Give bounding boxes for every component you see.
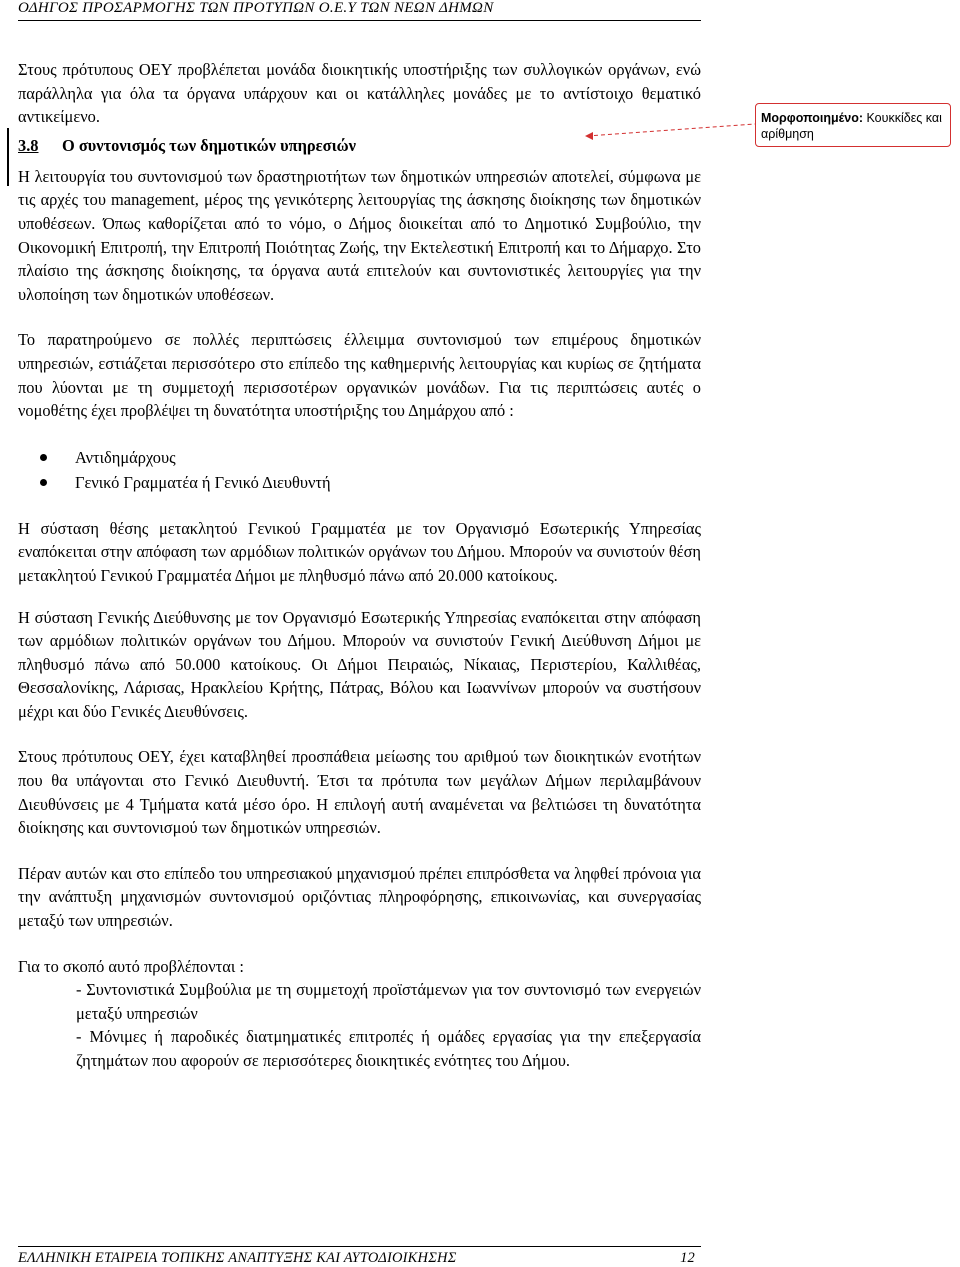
page-footer: [18, 1246, 701, 1267]
paragraph-5: Στους πρότυπους ΟΕΥ, έχει καταβληθεί προσπάθεια μείωσης του αριθμού των διοικητικών ενοτήτων που θα υπάγονται στο Γενικό Διευθυντή. Έτσι τα πρότυπα των μεγάλων Δήμων περιλαμβάνουν Διευθύνσεις με 4 Τμήματα κατά μέσο όρο. Η επιλογή αυτή αναμένεται να βελτιώσει τη δυνατότητα διοίκησης και συντονισμού των δημοτικών υπηρεσιών.: [18, 747, 701, 838]
section-heading: [18, 135, 701, 157]
intro-paragraph: Στους πρότυπους ΟΕΥ προβλέπεται μονάδα διοικητικής υποστήριξης των συλλογικών οργάνων, ενώ παράλληλα για όλα τα όργανα υπάρχουν και οι κατάλληλες μονάδες με το αντίστοιχο θεματικό αντικείμενο.: [18, 60, 701, 127]
paragraph-1: Η λειτουργία του συντονισμού των δραστηριοτήτων των δημοτικών υπηρεσιών αποτελεί, σύμφωνα με τις αρχές του management, μέρος της γενικότερης λειτουργίας της άσκησης διοίκησης των δημοτικών υποθέσεων. Όπως καθορίζεται από το νόμο, ο Δήμος διοικείται από το Δημοτικό Συμβούλιο, την Οικονομική Επιτροπή, την Επιτροπή Ποιότητας Ζωής, την Εκτελεστική Επιτροπή και το Δήμαρχο. Στο πλαίσιο της άσκησης διοίκησης, τα όργανα αυτά επιτελούν και συντονιστικές λειτουργίες για την υλοποίηση των δημοτικών υποθέσεων.: [18, 166, 701, 304]
footer-org: ΕΛΛΗΝΙΚΗ ΕΤΑΙΡΕΙΑ ΤΟΠΙΚΗΣ ΑΝΑΠΤΥΞΗΣ ΚΑΙ ΑΥΤΟΔΙΟΙΚΗΣΗΣ: [18, 1250, 457, 1266]
paragraph-7: Για το σκοπό αυτό προβλέπονται :: [18, 956, 244, 976]
paragraph-6: Πέραν αυτών και στο επίπεδο του υπηρεσιακού μηχανισμού πρέπει επιπρόσθετα να ληφθεί πρόνοια για την ανάπτυξη μηχανισμών συντονισμού οριζόντιας πληροφόρησης, επικοινωνίας, και συνεργασίας μεταξύ των υπηρεσιών.: [18, 863, 701, 931]
header-title: ΟΔΗΓΟΣ ΠΡΟΣΑΡΜΟΓΗΣ ΤΩΝ ΠΡΟΤΥΠΩΝ Ο.Ε.Υ ΤΩΝ ΝΕΩΝ ΔΗΜΩΝ: [18, 0, 494, 16]
paragraph-2: Το παρατηρούμενο σε πολλές περιπτώσεις έλλειμμα συντονισμού των επιμέρους δημοτικών υπηρεσιών, εστιάζεται περισσότερο στο επίπεδο της καθημερινής λειτουργίας και κυρίως σε ζητήματα που λύονται με τη συμμετοχή περισσοτέρων οργανικών μονάδων. Για τις περιπτώσεις αυτές ο νομοθέτης έχει προβλέψει τη δυνατότητα υποστήριξης του Δημάρχου από :: [18, 330, 701, 421]
document-body: [18, 58, 701, 1073]
dash-item: - Συντονιστικά Συμβούλια με τη συμμετοχή προϊστάμενων για τον συντονισμό των ενεργειών μεταξύ υπηρεσιών: [76, 980, 701, 1023]
bullet-item: Γενικό Γραμματέα ή Γενικό Διευθυντή: [18, 470, 701, 495]
section-number: 3.8: [18, 135, 39, 155]
paragraph-3: Η σύσταση θέσης μετακλητού Γενικού Γραμματέα με τον Οργανισμό Εσωτερικής Υπηρεσίας εναπόκειται στην απόφαση των αρμόδιων πολιτικών οργάνων του Δήμου. Μπορούν να συνιστούν θέση μετακλητού Γενικού Γραμματέα Δήμοι με πληθυσμό πάνω από 20.000 κατοίκους.: [18, 518, 701, 585]
paragraph-4: Η σύσταση Γενικής Διεύθυνσης με τον Οργανισμό Εσωτερικής Υπηρεσίας εναπόκειται στην απόφαση των αρμόδιων πολιτικών οργάνων του Δήμου. Μπορούν να συνιστούν Γενική Διεύθυνση Δήμοι με πληθυσμό πάνω από 50.000 κατοίκους. Οι Δήμοι Πειραιώς, Νίκαιας, Περιστερίου, Καλλιθέας, Θεσσαλονίκης, Λάρισας, Ηρακλείου Κρήτης, Πάτρας, Βόλου και Ιωαννίνων μπορούν να συστήσουν μέχρι και δύο Γενικές Διευθύνσεις.: [18, 607, 701, 721]
comment-label: Μορφοποιημένο:: [761, 111, 864, 125]
comment-text: Κουκκίδες και αρίθμηση: [761, 111, 942, 141]
bullet-item: Αντιδημάρχους: [18, 445, 701, 470]
dash-item: - Μόνιμες ή παροδικές διατμηματικές επιτροπές ή ομάδες εργασίας για την επεξεργασία ζητημάτων που αφορούν σε περισσότερες διοικητικές ενότητες του Δήμου.: [76, 1027, 701, 1070]
formatting-comment-balloon[interactable]: [755, 103, 951, 147]
section-title: Ο συντονισμός των δημοτικών υπηρεσιών: [62, 135, 356, 155]
dash-list: [18, 978, 701, 1072]
page-number: 12: [680, 1250, 695, 1266]
bullet-list: [18, 445, 701, 495]
